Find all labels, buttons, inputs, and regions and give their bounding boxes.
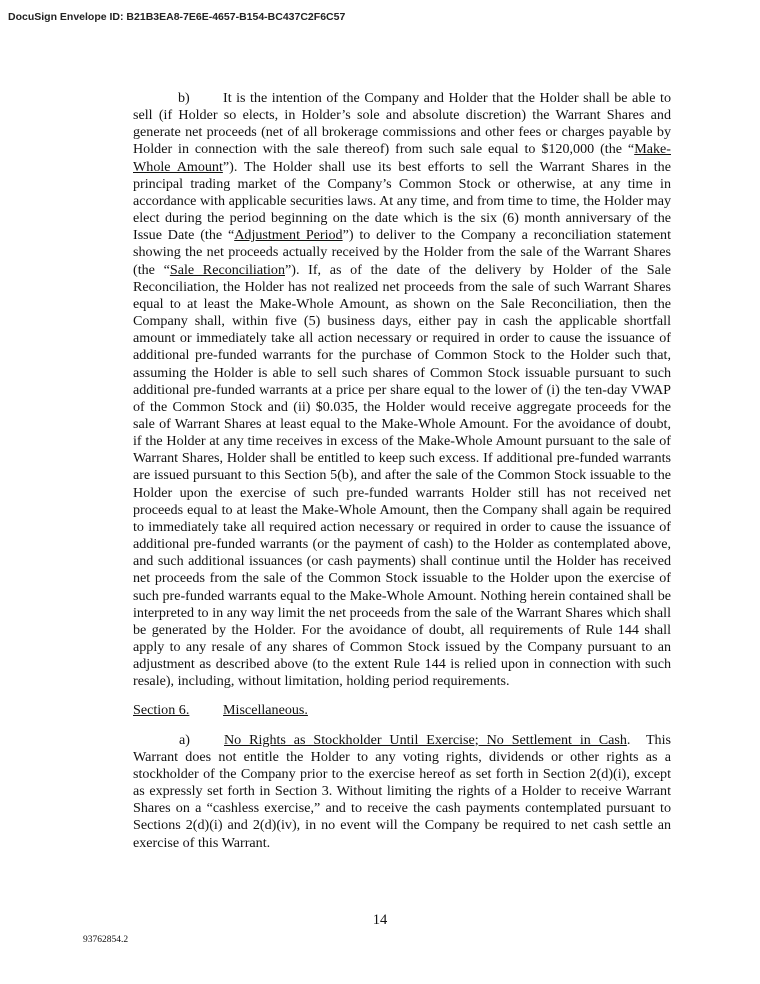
section-5b-label: b) <box>178 90 190 106</box>
page-number: 14 <box>372 912 388 928</box>
document-id: 93762854.2 <box>83 935 129 945</box>
defined-term-adjustment-period: Adjustment Period <box>234 227 343 244</box>
section-6-title: Miscellaneous. <box>223 702 308 719</box>
defined-term-make-whole-amount: Make-Whole Amount <box>133 141 671 175</box>
section-6a-heading-period: . <box>626 731 631 748</box>
document-body <box>133 90 671 852</box>
defined-term-sale-reconciliation: Sale Reconciliation <box>169 261 285 278</box>
section-6-heading <box>133 702 671 719</box>
section-6a-text: This Warrant does not entitle the Holder to any voting rights, dividends or other rights as a stockholder of the Company prior to the exercise hereof as set forth in Section 2(d)(i), except as expressly set forth in Section 3. Without limiting the rights of a Holder to receive Warrant Shares on a “cashless exercise,” and to receive the cash payments contemplated pursuant to Sections 2(d)(i) and 2(d)(iv), in no event will the Company be required to net cash settle an exercise of this Warrant. <box>133 731 671 851</box>
section-6a-heading: No Rights as Stockholder Until Exercise; No Settlement in Cash <box>224 731 627 748</box>
section-6a-paragraph <box>133 732 671 852</box>
section-5b-text-4: ”). If, as of the date of the delivery by Holder of the Sale Reconciliation, the Holder has not realized net proceeds from the sale of such Warrant Shares equal to at least the Make-Whole Amount, as shown on the Sale Reconciliation, then the Company shall, within five (5) business days, either pay in cash the applicable shortfall amount or immediately take all action necessary or required in order to cause the issuance of additional pre-funded warrants for the purchase of Common Stock to the Holder such that, assuming the Holder is able to sell such shares of Common Stock issuable pursuant to such additional pre-funded warrants at a price per share equal to the lower of (i) the ten-day VWAP of the Common Stock and (ii) $0.035, the Holder would receive aggregate proceeds for the sale of Warrant Shares at least equal to the Make-Whole Amount. For the avoidance of doubt, if the Holder at any time receives in excess of the Make-Whole Amount pursuant to the sale of Warrant Shares, Holder shall be entitled to keep such excess. If additional pre-funded warrants are issued pursuant to this Section 5(b), and after the sale of the Common Stock issuable to the Holder upon the exercise of such pre-funded warrants Holder still has not received net proceeds equal to at least the Make-Whole Amount, then the Company shall again be required to immediately take all required action necessary or required in order to cause the issuance of additional pre-funded warrants (or the payment of cash) to the Holder as contemplated above, and such additional issuances (or cash payments) shall continue until the Holder has received net proceeds from the sale of the Common Stock issuable to the Holder upon the exercise of such pre-funded warrants equal to the Make-Whole Amount. Nothing herein contained shall be interpreted to in any way limit the net proceeds from the sale of the Warrant Shares which shall be generated by the Holder. For the avoidance of doubt, all requirements of Rule 144 shall apply to any resale of any shares of Common Stock issued by the Company pursuant to an adjustment as described above (to the extent Rule 144 is relied upon in connection with such resale), including, without limitation, holding period requirements. <box>133 261 671 690</box>
section-5b-text-2: ”). The Holder shall use its best efforts to sell the Warrant Shares in the principal trading market of the Company’s Common Stock or otherwise, at any time in accordance with applicable securities laws. At any time, and from time to time, the Holder may elect during the period beginning on the date which is the six (6) month anniversary of the Issue Date (the “ <box>133 158 671 244</box>
docusign-envelope-id: DocuSign Envelope ID: B21B3EA8-7E6E-4657-B154-BC437C2F6C57 <box>8 11 346 23</box>
section-5b-text-1: It is the intention of the Company and Holder that the Holder shall be able to sell (if Holder so elects, in Holder’s sole and absolute discretion) the Warrant Shares and generate net proceeds (net of all brokerage commissions and other fees or charges payable by Holder in connection with the sale thereof) from such sale equal to $120,000 (the “ <box>133 90 671 158</box>
section-5b-text-3: ”) to deliver to the Company a reconciliation statement showing the net proceeds actually received by the Holder from the sale of the Warrant Shares (the “ <box>133 227 671 278</box>
section-6-number: Section 6. <box>133 702 190 719</box>
section-5b-paragraph <box>133 90 671 690</box>
section-6a-label: a) <box>179 731 190 748</box>
